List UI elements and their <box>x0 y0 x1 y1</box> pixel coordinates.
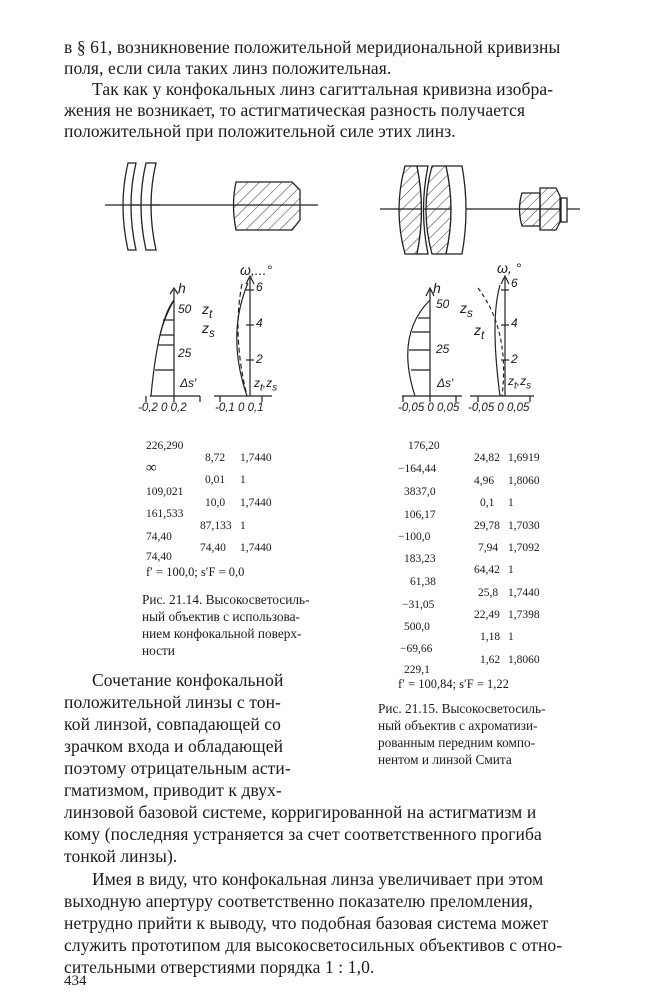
paragraph-line: линзовой базовой системе, корригированной на астигматизм и <box>64 802 537 822</box>
fig2-thickness: 24,82 <box>474 452 500 464</box>
fig2-caption: ный объектив с ахроматизи- <box>378 718 538 733</box>
fig2-ds-axis-ticks: -0,05 0 0,05 <box>398 402 460 414</box>
fig1-thickness: 87,133 <box>200 520 232 532</box>
fig1-lens-layout <box>105 163 318 250</box>
paragraph-line: тонкой линзы). <box>64 846 178 866</box>
paragraph-line: положительной линзы с тон- <box>64 692 281 712</box>
fig2-thickness: 4,96 <box>474 475 495 487</box>
fig1-footer: f′ = 100,0; s′F = 0,0 <box>146 565 245 579</box>
fig2-index: 1,7030 <box>508 520 540 532</box>
fig2-lens-layout <box>380 166 580 254</box>
fig2-index: 1 <box>508 631 514 643</box>
fig1-h-label: h <box>178 280 186 296</box>
fig1-caption: Рис. 21.14. Высокосветосиль- <box>142 592 310 607</box>
fig2-thickness: 29,78 <box>474 520 500 532</box>
fig1-radius: 74,40 <box>146 551 172 563</box>
fig1-ds-label: Δs′ <box>180 376 197 390</box>
fig1-omega-tick: 6 <box>256 280 263 294</box>
paragraph-line: кой линзой, совпадающей со <box>64 714 282 734</box>
fig2-index: 1,8060 <box>508 654 540 666</box>
fig1-caption: нием конфокальной поверх- <box>142 626 302 641</box>
fig2-zt-label: $z_t$ <box>474 322 485 342</box>
fig2-thickness: 7,94 <box>478 542 499 554</box>
fig1-omega-label: ω,...° <box>240 262 273 278</box>
fig2-zs-curve <box>478 288 504 396</box>
paragraph-line: гматизмом, приводит к двух- <box>64 780 282 800</box>
paragraph-line: нетрудно прийти к выводу, что подобная базовая система может <box>64 913 549 933</box>
fig2-caption: рованным передним компо- <box>378 735 536 750</box>
fig2-thickness: 25,8 <box>478 587 499 599</box>
fig2-zs-label: $z_s$ <box>460 300 473 320</box>
fig1-h-tick: 50 <box>178 302 192 316</box>
paragraph-line: зрачком входа и обладающей <box>64 736 284 756</box>
fig2-index: 1,7092 <box>508 542 540 554</box>
fig2-omega-label: ω, ° <box>497 260 522 276</box>
fig2-thickness: 1,18 <box>480 631 501 643</box>
fig2-radius: 176,20 <box>408 440 440 452</box>
fig1-thickness: 10,0 <box>205 497 226 509</box>
fig2-omega-tick: 4 <box>511 316 518 330</box>
fig1-index: 1 <box>240 520 246 532</box>
fig1-thickness: 0,01 <box>205 474 226 486</box>
fig2-h-label: h <box>433 280 441 296</box>
fig2-omega-tick: 2 <box>511 352 518 366</box>
fig1-index: 1,7440 <box>240 542 272 554</box>
fig1-index: 1,7440 <box>240 497 272 509</box>
fig2-radius: 3837,0 <box>404 486 436 498</box>
fig2-radius: 61,38 <box>410 576 436 588</box>
fig1-ds-curve <box>151 300 174 396</box>
paragraph-line: сительными отверстиями порядка 1 : 1,0. <box>64 957 375 977</box>
fig2-ds-curve <box>408 300 430 396</box>
fig2-footer: f′ = 100,84; s′F = 1,22 <box>398 677 509 691</box>
fig2-thickness: 1,62 <box>480 654 501 666</box>
fig1-ds-axis-ticks: -0,2 0 0,2 <box>138 402 187 414</box>
fig1-radius: ∞ <box>146 460 157 476</box>
fig1-radius: 74,40 <box>146 531 172 543</box>
fig2-radius: −31,05 <box>402 599 435 611</box>
fig1-zts-label: $z_t,z_s$ <box>254 376 278 394</box>
paragraph-line: служить прототипом для высокосветосильных объективов с отно- <box>64 935 563 955</box>
paragraph-line: выходную апертуру соответственно показателю преломления, <box>64 891 533 911</box>
fig2-lens-6 <box>540 188 560 230</box>
paragraph-line: в § 61, возникновение положительной меридиональной кривизны <box>64 37 561 57</box>
fig2-thickness: 64,42 <box>474 564 500 576</box>
fig1-lens-1 <box>123 163 136 250</box>
fig2-index: 1 <box>508 497 514 509</box>
fig2-lens-5 <box>520 193 541 226</box>
fig1-index: 1,7440 <box>240 452 272 464</box>
fig2-index: 1,6919 <box>508 452 540 464</box>
fig1-thickness: 8,72 <box>205 452 226 464</box>
fig2-h-tick: 25 <box>436 342 450 356</box>
fig2-smith-lens <box>561 198 567 222</box>
fig2-index: 1,7440 <box>508 587 540 599</box>
fig2-z-axis-ticks: -0,05 0 0,05 <box>468 402 530 414</box>
fig1-caption: ный объектив с использова- <box>142 609 300 624</box>
fig2-ds-label: Δs′ <box>437 376 454 390</box>
fig1-radius: 109,021 <box>146 486 184 498</box>
fig1-z-axis-ticks: -0,1 0 0,1 <box>215 402 264 414</box>
fig1-radius: 161,533 <box>146 508 184 520</box>
fig2-thickness: 22,49 <box>474 609 500 621</box>
fig2-radius: 106,17 <box>404 509 436 521</box>
paragraph-line: Так как у конфокальных линз сагиттальная кривизна изобра- <box>92 79 554 99</box>
fig1-thickness: 74,40 <box>200 542 226 554</box>
paragraph-line: поэтому отрицательным асти- <box>64 758 291 778</box>
fig2-index: 1 <box>508 564 514 576</box>
fig2-zts-label: $z_t,z_s$ <box>508 374 532 392</box>
fig2-caption: Рис. 21.15. Высокосветосиль- <box>378 701 546 716</box>
paragraph-line: Имея в виду, что конфокальная линза увеличивает при этом <box>92 869 544 889</box>
fig2-thickness: 0,1 <box>480 497 495 509</box>
fig2-index: 1,8060 <box>508 475 540 487</box>
paragraph-line: Сочетание конфокальной <box>92 670 284 690</box>
fig1-h-tick: 25 <box>178 346 192 360</box>
fig1-zt-curve <box>237 283 248 396</box>
fig2-index: 1,7398 <box>508 609 540 621</box>
fig1-lens-2 <box>141 163 156 250</box>
fig2-radius: 229,1 <box>404 664 430 676</box>
fig1-zt-label: $z_t$ <box>202 301 213 321</box>
fig2-radius: −100,0 <box>398 531 431 543</box>
paragraph-line: кому (последняя устраняется за счет соответственного прогиба <box>64 824 542 844</box>
fig1-radius: 226,290 <box>146 440 184 452</box>
fig2-h-tick: 50 <box>436 297 450 311</box>
paragraph-line: жения не возникает, то астигматическая разность получается <box>64 100 526 120</box>
fig2-lens-1 <box>399 166 422 254</box>
fig2-radius: −164,44 <box>398 463 437 475</box>
fig2-lens-3 <box>426 166 451 254</box>
fig1-omega-tick: 2 <box>256 352 263 366</box>
fig2-radius: −69,66 <box>400 643 433 655</box>
fig2-omega-tick: 6 <box>511 276 518 290</box>
paragraph-line: положительной при положительной силе этих линз. <box>64 121 456 141</box>
fig1-zs-label: $z_s$ <box>202 320 215 340</box>
fig2-zt-curve <box>495 285 500 396</box>
page-number: 434 <box>64 973 87 989</box>
fig1-index: 1 <box>240 474 246 486</box>
fig1-omega-tick: 4 <box>256 316 263 330</box>
paragraph-line: поля, если сила таких линз положительная. <box>64 58 392 78</box>
fig2-radius: 183,23 <box>404 553 436 565</box>
fig2-radius: 500,0 <box>404 621 430 633</box>
fig1-lens-3 <box>234 182 301 230</box>
fig2-caption: нентом и линзой Смита <box>378 752 512 767</box>
fig1-caption: ности <box>142 643 175 658</box>
